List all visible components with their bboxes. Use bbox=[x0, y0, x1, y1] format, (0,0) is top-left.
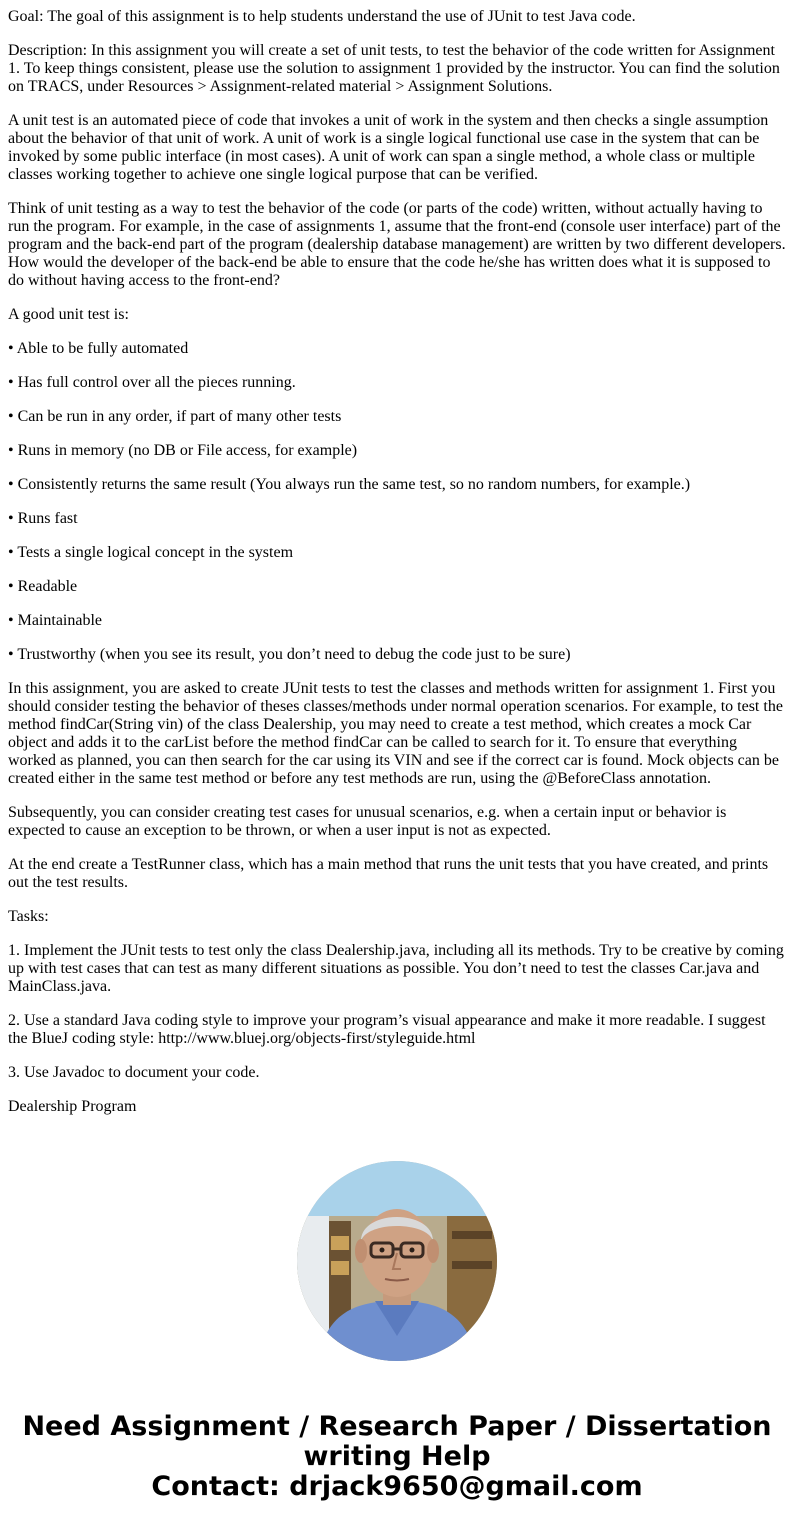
avatar bbox=[297, 1161, 497, 1361]
tasks-heading: Tasks: bbox=[8, 908, 49, 925]
promo-line-1: Need Assignment / Research Paper / Dissertation bbox=[22, 1411, 772, 1442]
list-item: • Runs fast bbox=[8, 510, 78, 527]
list-item: • Consistently returns the same result (You always run the same test, so no random numbers, for example.) bbox=[8, 476, 691, 493]
list-item: • Readable bbox=[8, 578, 78, 595]
good-unit-test-heading: A good unit test is: bbox=[8, 306, 129, 323]
unusual-scenarios-paragraph: Subsequently, you can consider creating test cases for unusual scenarios, e.g. when a certain input or behavior is expected to cause an exception to be thrown, or when a user input is not as expected. bbox=[8, 804, 727, 839]
assignment-document bbox=[0, 8, 794, 1116]
promo-contact: Contact: drjack9650@gmail.com bbox=[151, 1471, 643, 1502]
list-item: • Trustworthy (when you see its result, you don’t need to debug the code just to be sure) bbox=[8, 646, 571, 663]
unit-testing-explanation-paragraph: Think of unit testing as a way to test the behavior of the code (or parts of the code) written, without actually having to run the program. For example, in the case of assignments 1, assume that the front-end (console user interface) part of the program and the back-end part of the program (dealership database management) are written by two different developers. How would the developer of the back-end be able to ensure that the code he/she has written does what it is supposed to do without having access to the front-end? bbox=[8, 200, 786, 289]
promo-banner bbox=[0, 1412, 794, 1502]
list-item: • Able to be fully automated bbox=[8, 340, 189, 357]
task-1-paragraph: 1. Implement the JUnit tests to test only the class Dealership.java, including all its methods. Try to be creative by coming up with test cases that can test as many different situations as possible. You don’t need to test the classes Car.java and MainClass.java. bbox=[8, 942, 784, 995]
dealership-program-label: Dealership Program bbox=[8, 1098, 137, 1115]
list-item: • Can be run in any order, if part of many other tests bbox=[8, 408, 342, 425]
task-3-paragraph: 3. Use Javadoc to document your code. bbox=[8, 1064, 260, 1081]
unit-test-definition-paragraph: A unit test is an automated piece of code that invokes a unit of work in the system and then checks a single assumption about the behavior of that unit of work. A unit of work is a single logical functional use case in the system that can be invoked by some public interface (in most cases). A unit of work can span a single method, a whole class or multiple classes working together to achieve one single logical purpose that can be verified. bbox=[8, 112, 769, 183]
person-portrait-image bbox=[297, 1161, 497, 1361]
test-runner-paragraph: At the end create a TestRunner class, which has a main method that runs the unit tests that you have created, and prints out the test results. bbox=[8, 856, 769, 891]
instructions-paragraph: In this assignment, you are asked to create JUnit tests to test the classes and methods written for assignment 1. First you should consider testing the behavior of theses classes/methods under normal operation scenarios. For example, to test the method findCar(String vin) of the class Dealership, you may need to create a test method, which creates a mock Car object and adds it to the carList before the method findCar can be called to search for it. To ensure that everything worked as planned, you can then search for the car using its VIN and see if the correct car is found. Mock objects can be created either in the same test method or before any test methods are run, using the @BeforeClass annotation. bbox=[8, 680, 783, 787]
list-item: • Runs in memory (no DB or File access, for example) bbox=[8, 442, 358, 459]
promo-line-2: writing Help bbox=[303, 1441, 491, 1472]
task-2-paragraph: 2. Use a standard Java coding style to improve your program’s visual appearance and make it more readable. I suggest the BlueJ coding style: http://www.bluej.org/objects-first/styleguide.html bbox=[8, 1012, 766, 1047]
goal-paragraph: Goal: The goal of this assignment is to help students understand the use of JUnit to test Java code. bbox=[8, 8, 636, 25]
list-item: • Maintainable bbox=[8, 612, 103, 629]
list-item: • Has full control over all the pieces running. bbox=[8, 374, 296, 391]
description-paragraph: Description: In this assignment you will create a set of unit tests, to test the behavior of the code written for Assignment 1. To keep things consistent, please use the solution to assignment 1 provided by the instructor. You can find the solution on TRACS, under Resources > Assignment-related material > Assignment Solutions. bbox=[8, 42, 780, 95]
list-item: • Tests a single logical concept in the system bbox=[8, 544, 294, 561]
